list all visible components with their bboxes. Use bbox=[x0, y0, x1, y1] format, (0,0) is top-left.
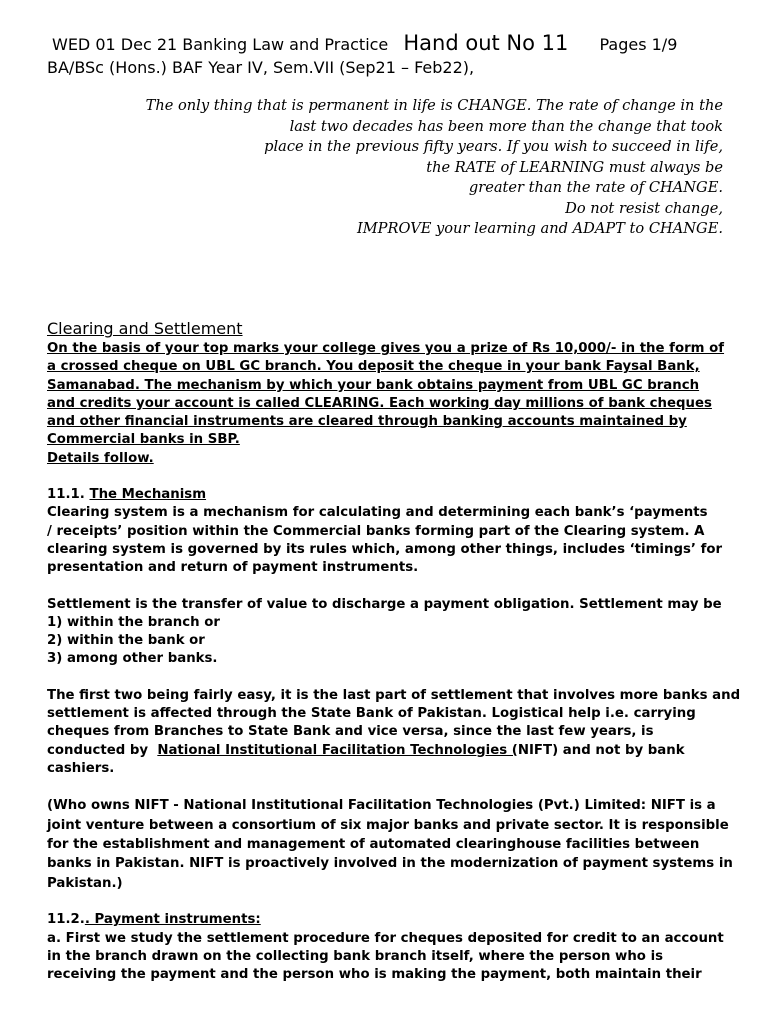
section-number: 11.1. bbox=[47, 487, 85, 503]
details-follow: Details follow. bbox=[47, 450, 154, 466]
mechanism-title: The Mechanism bbox=[89, 487, 207, 503]
text-line: and other financial instruments are cleared through banking accounts maintained by bbox=[47, 414, 687, 430]
course-date: WED 01 Dec 21 Banking Law and Practice bbox=[52, 35, 389, 54]
text-line: for the establishment and management of automated clearinghouse facilities between bbox=[47, 837, 700, 853]
settlement-paragraph bbox=[47, 596, 737, 669]
quote-line: greater than the rate of CHANGE. bbox=[468, 179, 723, 196]
conducted-by-text: conducted by bbox=[47, 742, 149, 758]
list-item: 3) among other banks. bbox=[47, 651, 218, 667]
text-line: cheques from Branches to State Bank and vice versa, since the last few years, is bbox=[47, 724, 654, 740]
instruments-paragraph bbox=[47, 930, 737, 985]
text-line: clearing system is governed by its rules which, among other things, includes ‘timings’ for bbox=[47, 541, 723, 557]
text-line: receiving the payment and the person who is making the payment, both maintain their bbox=[47, 967, 702, 983]
section-number: 11.2. bbox=[47, 912, 85, 928]
text-line: (Who owns NIFT - National Institutional Facilitation Technologies (Pvt.) Limited: NIFT is a bbox=[47, 798, 716, 814]
mechanism-paragraph bbox=[47, 504, 737, 577]
text-line: Settlement is the transfer of value to discharge a payment obligation. Settlement may be bbox=[47, 596, 722, 612]
text-line: / receipts’ position within the Commercial banks forming part of the Clearing system. A bbox=[47, 523, 705, 539]
nift-ownership-paragraph bbox=[47, 796, 737, 893]
instruments-title: . Payment instruments: bbox=[84, 912, 261, 928]
instruments-heading bbox=[47, 911, 737, 929]
header-line bbox=[52, 31, 677, 55]
page-count: Pages 1/9 bbox=[599, 35, 678, 54]
settlement-detail-paragraph bbox=[47, 687, 741, 778]
text-line: joint venture between a consortium of six major banks and private sector. It is responsible bbox=[47, 817, 729, 833]
intro-paragraph bbox=[47, 340, 737, 468]
handout-number: Hand out No 11 bbox=[403, 31, 569, 55]
nift-link[interactable]: National Institutional Facilitation Technologies ( bbox=[157, 742, 518, 758]
text-line: a crossed cheque on UBL GC branch. You deposit the cheque in your bank Faysal Bank, bbox=[47, 359, 700, 375]
text-line: The first two being fairly easy, it is the last part of settlement that involves more banks and bbox=[47, 687, 741, 703]
motivational-quote bbox=[23, 96, 723, 240]
text-line: On the basis of your top marks your college gives you a prize of Rs 10,000/- in the form of bbox=[47, 341, 725, 356]
text-line: Samanabad. The mechanism by which your bank obtains payment from UBL GC branch bbox=[47, 377, 700, 393]
program-line: BA/BSc (Hons.) BAF Year IV, Sem.VII (Sep21 – Feb22), bbox=[47, 58, 475, 77]
quote-line: Do not resist change, bbox=[565, 199, 723, 217]
quote-line: The only thing that is permanent in life is CHANGE. The rate of change in the bbox=[145, 97, 723, 114]
text-line: cashiers. bbox=[47, 760, 115, 776]
section-title: Clearing and Settlement bbox=[47, 319, 243, 338]
mechanism-heading bbox=[47, 486, 737, 504]
quote-line: the RATE of LEARNING must always be bbox=[426, 158, 723, 176]
quote-line: place in the previous fifty years. If you wish to succeed in life, bbox=[264, 138, 723, 155]
text-line: presentation and return of payment instruments. bbox=[47, 560, 419, 576]
quote-line: IMPROVE your learning and ADAPT to CHANGE. bbox=[356, 220, 723, 237]
document-body bbox=[47, 340, 741, 984]
text-line: settlement is affected through the State Bank of Pakistan. Logistical help i.e. carrying bbox=[47, 706, 696, 722]
text-line: and credits your account is called CLEARING. Each working day millions of bank cheques bbox=[47, 395, 712, 411]
text-line: Pakistan.) bbox=[47, 875, 123, 891]
quote-line: last two decades has been more than the change that took bbox=[289, 117, 723, 135]
text-line: Clearing system is a mechanism for calculating and determining each bank’s ‘payments bbox=[47, 505, 708, 521]
nift-after-text: NIFT) and not by bank bbox=[517, 742, 685, 758]
list-item: 2) within the bank or bbox=[47, 633, 205, 649]
list-item: 1) within the branch or bbox=[47, 614, 220, 630]
text-line: Commercial banks in SBP. bbox=[47, 432, 240, 448]
text-line bbox=[47, 742, 737, 760]
text-line: in the branch drawn on the collecting bank branch itself, where the person who is bbox=[47, 948, 664, 964]
text-line: a. First we study the settlement procedure for cheques deposited for credit to an account bbox=[47, 930, 724, 946]
text-line: banks in Pakistan. NIFT is proactively involved in the modernization of payment systems in bbox=[47, 856, 733, 872]
